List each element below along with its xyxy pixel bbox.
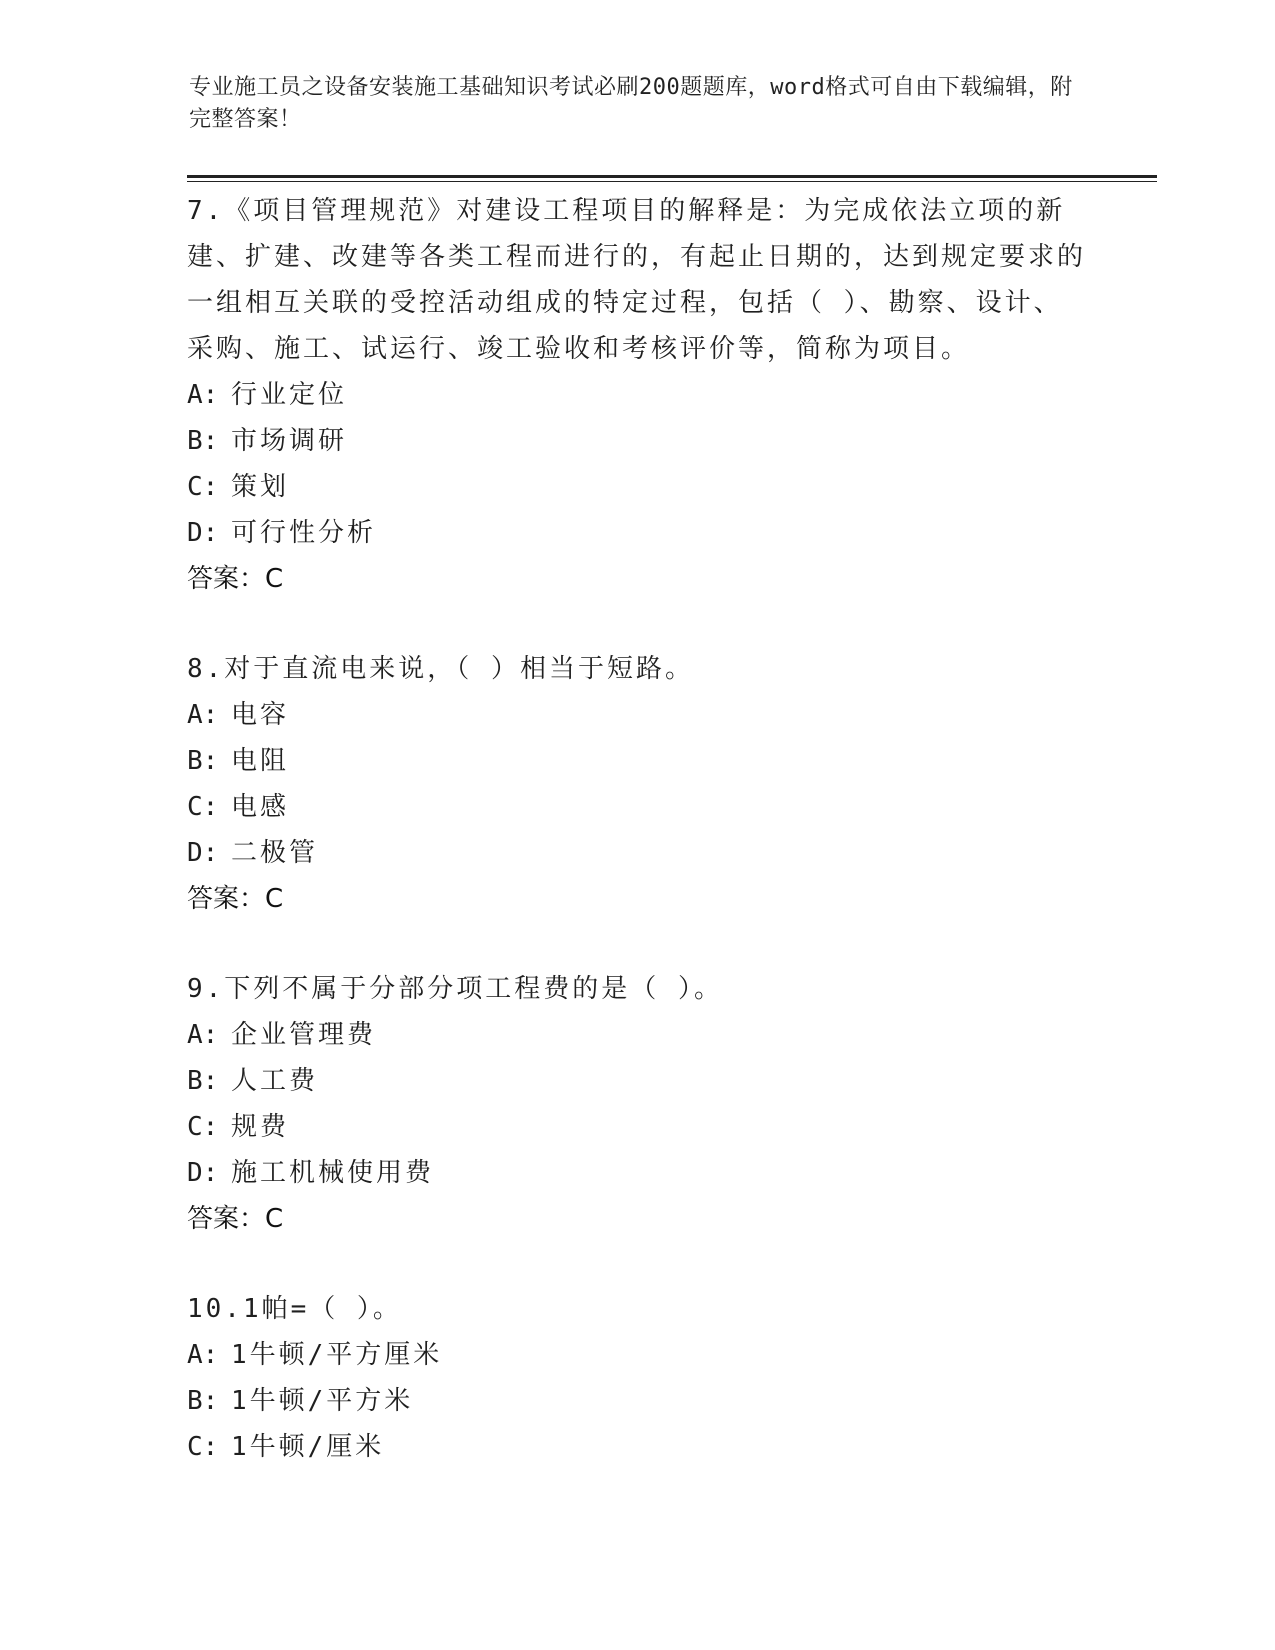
option-b [187, 738, 1087, 784]
option-letter: A: [187, 1340, 219, 1370]
option-d [187, 510, 1087, 556]
option-letter: C: [187, 1432, 219, 1462]
answer-line: 答案：C [187, 1204, 284, 1234]
option-letter: B: [187, 1386, 219, 1416]
option-text: 二极管 [231, 838, 319, 868]
question-7 [187, 188, 1087, 602]
option-letter: C: [187, 792, 219, 822]
option-d [187, 830, 1087, 876]
option-text: 1牛顿/平方米 [231, 1386, 414, 1416]
option-letter: C: [187, 1112, 219, 1142]
question-10 [187, 1286, 1087, 1470]
question-9 [187, 966, 1087, 1242]
option-text: 施工机械使用费 [231, 1158, 435, 1188]
option-text: 规费 [231, 1112, 290, 1142]
option-a [187, 692, 1087, 738]
option-letter: B: [187, 746, 219, 776]
question-8 [187, 646, 1087, 922]
option-c [187, 1104, 1087, 1150]
option-letter: A: [187, 1020, 219, 1050]
option-letter: B: [187, 426, 219, 456]
option-a [187, 372, 1087, 418]
option-text: 企业管理费 [231, 1020, 377, 1050]
option-text: 1牛顿/厘米 [231, 1432, 385, 1462]
option-letter: C: [187, 472, 219, 502]
header-divider-thin [187, 181, 1157, 182]
option-text: 1牛顿/平方厘米 [231, 1340, 443, 1370]
option-text: 电阻 [231, 746, 290, 776]
header-divider-thick [187, 175, 1157, 178]
option-text: 电感 [231, 792, 290, 822]
document-title: 专业施工员之设备安装施工基础知识考试必刷200题题库，word格式可自由下载编辑，附完整答案！ [189, 75, 1073, 132]
option-text: 电容 [231, 700, 290, 730]
option-b [187, 418, 1087, 464]
option-d [187, 1150, 1087, 1196]
option-text: 人工费 [231, 1066, 319, 1096]
option-letter: B: [187, 1066, 219, 1096]
option-text: 市场调研 [231, 426, 348, 456]
option-text: 策划 [231, 472, 290, 502]
option-letter: A: [187, 380, 219, 410]
option-a [187, 1012, 1087, 1058]
option-text: 可行性分析 [231, 518, 377, 548]
option-b [187, 1058, 1087, 1104]
option-b [187, 1378, 1087, 1424]
answer-line: 答案：C [187, 884, 284, 914]
question-stem: 8.对于直流电来说，（ ）相当于短路。 [187, 654, 694, 684]
option-text: 行业定位 [231, 380, 348, 410]
question-stem: 10.1帕=（ ）。 [187, 1294, 402, 1324]
option-letter: A: [187, 700, 219, 730]
answer-line: 答案：C [187, 564, 284, 594]
question-stem: 7.《项目管理规范》对建设工程项目的解释是：为完成依法立项的新建、扩建、改建等各类工程而进行的，有起止日期的，达到规定要求的一组相互关联的受控活动组成的特定过程，包括（ ）、勘察、设计、采购、施工、试运行、竣工验收和考核评价等，简称为项目。 [187, 196, 1087, 364]
option-letter: D: [187, 1158, 219, 1188]
option-letter: D: [187, 838, 219, 868]
option-c [187, 784, 1087, 830]
question-stem: 9.下列不属于分部分项工程费的是（ ）。 [187, 974, 723, 1004]
option-letter: D: [187, 518, 219, 548]
option-c [187, 1424, 1087, 1470]
question-list [187, 188, 1087, 1470]
option-a [187, 1332, 1087, 1378]
option-c [187, 464, 1087, 510]
